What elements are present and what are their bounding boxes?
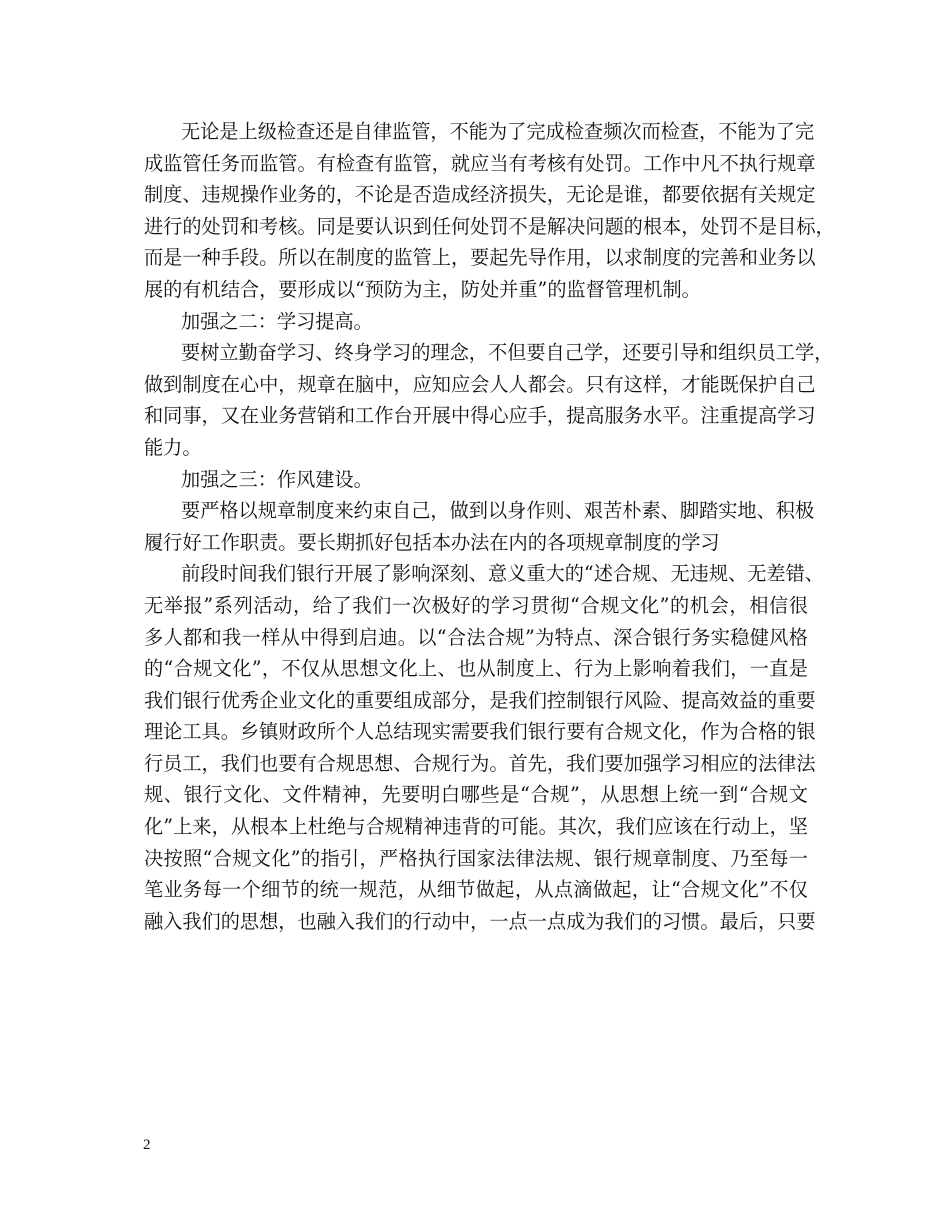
text-line: 加强之二：学习提高。: [181, 309, 373, 333]
text-line: 做到制度在心中，规章在脑中，应知应会人人都会。只有这样，才能既保护自己: [144, 372, 816, 396]
text-line: 履行好工作职责。要长期抓好包括本办法在内的各项规章制度的学习: [144, 530, 720, 554]
text-line: 笔业务每一个细节的统一规范，从细节做起，从点滴做起，让“合规文化”不仅: [144, 878, 808, 902]
text-line: 理论工具。乡镇财政所个人总结现实需要我们银行要有合规文化，作为合格的银: [144, 720, 816, 744]
text-line: 制度、违规操作业务的，不论是否造成经济损失，无论是谁，都要依据有关规定: [144, 183, 816, 207]
text-line: 和同事，又在业务营销和工作台开展中得心应手，提高服务水平。注重提高学习: [144, 404, 816, 428]
text-line: 我们银行优秀企业文化的重要组成部分，是我们控制银行风险、提高效益的重要: [144, 688, 816, 712]
page-number: 2: [143, 1137, 151, 1153]
text-line: 进行的处罚和考核。同是要认识到任何处罚不是解决问题的根本，处罚不是目标，: [144, 214, 835, 238]
text-line: 无举报”系列活动，给了我们一次极好的学习贯彻“合规文化”的机会，相信很: [144, 593, 808, 617]
text-line: 化”上来，从根本上杜绝与合规精神违背的可能。其次，我们应该在行动上，坚: [144, 815, 808, 839]
text-line: 能力。: [144, 435, 202, 459]
text-line: 前段时间我们银行开展了影响深刻、意义重大的“述合规、无违规、无差错、: [181, 562, 824, 586]
text-line: 要树立勤奋学习、终身学习的理念，不但要自己学，还要引导和组织员工学，: [181, 341, 834, 365]
document-body: [144, 116, 835, 937]
text-line: 而是一种手段。所以在制度的监管上，要起先导作用，以求制度的完善和业务以: [144, 246, 816, 270]
text-line: 成监管任务而监管。有检查有监管，就应当有考核有处罚。工作中凡不执行规章: [144, 151, 816, 175]
text-line: 行员工，我们也要有合规思想、合规行为。首先，我们要加强学习相应的法律法: [144, 751, 816, 775]
text-line: 展的有机结合，要形成以“预防为主，防处并重”的监督管理机制。: [144, 277, 701, 301]
text-line: 要严格以规章制度来约束自己，做到以身作则、艰苦朴素、脚踏实地、积极: [181, 499, 815, 523]
text-line: 决按照“合规文化”的指引，严格执行国家法律法规、银行规章制度、乃至每一: [144, 846, 808, 870]
text-line: 融入我们的思想，也融入我们的行动中，一点一点成为我们的习惯。最后，只要: [144, 909, 816, 933]
text-line: 无论是上级检查还是自律监管，不能为了完成检查频次而检查，不能为了完: [181, 120, 815, 143]
text-line: 加强之三：作风建设。: [181, 467, 373, 491]
text-line: 规、银行文化、文件精神，先要明白哪些是“合规”，从思想上统一到“合规文: [144, 783, 808, 807]
text-line: 多人都和我一样从中得到启迪。以“合法合规”为特点、深合银行务实稳健风格: [144, 625, 808, 649]
text-line: 的“合规文化”，不仅从思想文化上、也从制度上、行为上影响着我们，一直是: [144, 657, 808, 681]
